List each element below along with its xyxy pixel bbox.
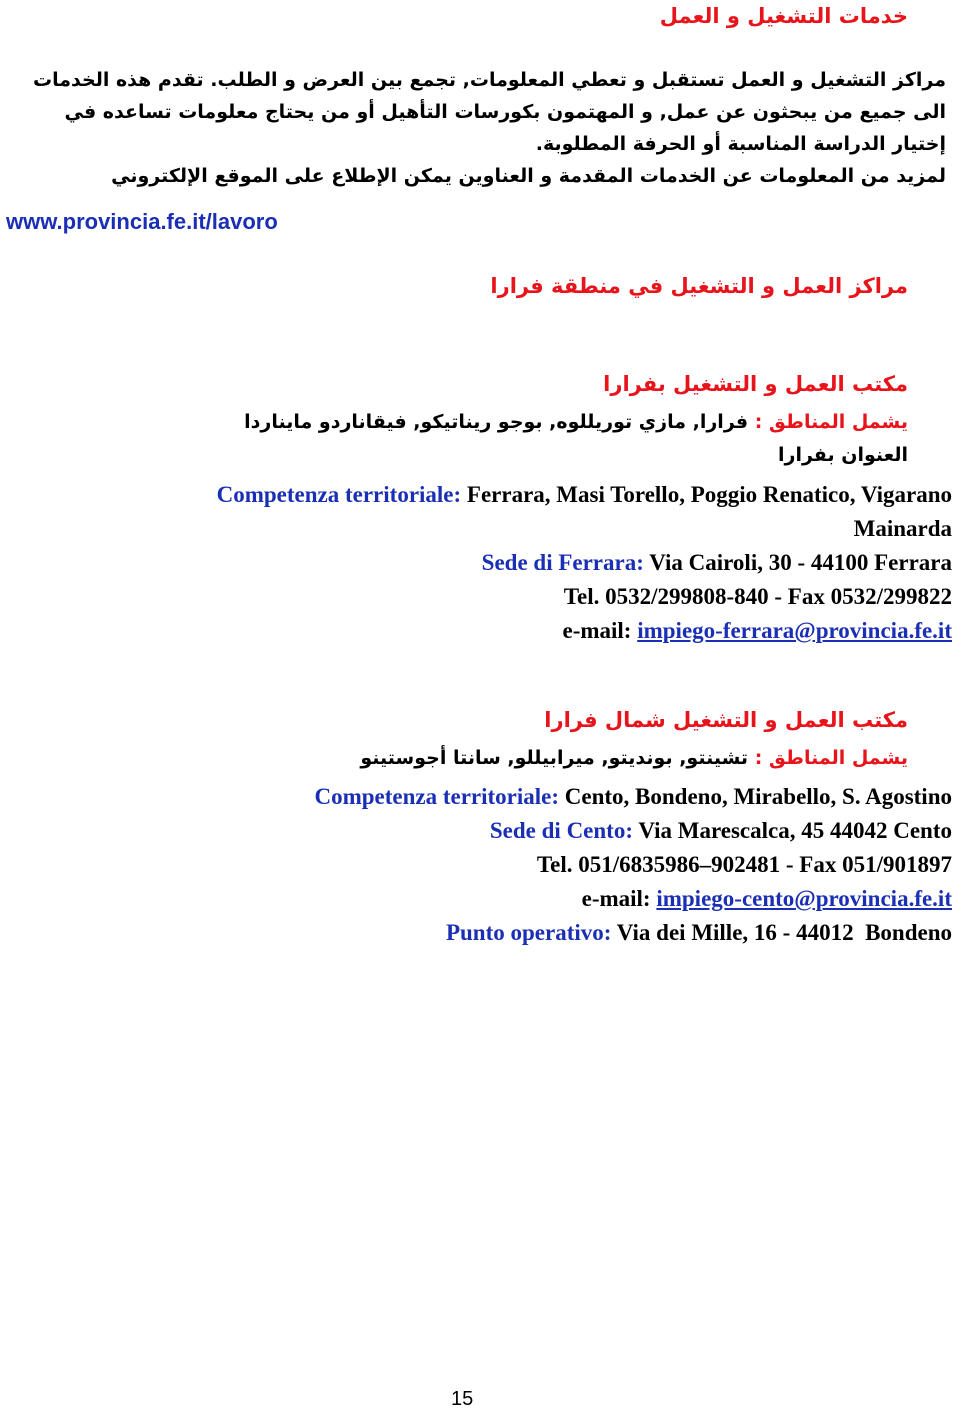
competenza-value-continued: Mainarda (853, 516, 952, 541)
email-label: e-mail: (562, 618, 632, 643)
intro-paragraph (12, 64, 946, 192)
ferrara-areas (8, 406, 952, 472)
cento-areas (8, 742, 952, 775)
intro-line: لمزيد من المعلومات عن الخدمات المقدمة و العناوين يمكن الإطلاع على الموقع الإلكتروني (111, 165, 946, 187)
website-link[interactable]: www.provincia.fe.it/lavoro (6, 209, 278, 234)
email-line (8, 614, 952, 648)
sede-value: Via Marescalca, 45 44042 Cento (638, 818, 952, 843)
areas-label: يشمل المناطق : (754, 411, 908, 433)
email-link[interactable]: impiego-cento@provincia.fe.it (656, 886, 952, 911)
areas-value: فرارا, مازي توريللوه, بوجو ريناتيكو, فيقاناردو مايناردا (244, 411, 749, 433)
competenza-label: Competenza territoriale: (216, 482, 462, 507)
cento-office-heading: مكتب العمل و التشغيل شمال فرارا (544, 708, 908, 732)
ferrara-details (8, 478, 952, 648)
ferrara-office-heading: مكتب العمل و التشغيل بفرارا (603, 372, 908, 396)
email-line (8, 882, 952, 916)
address-label: العنوان بفرارا (778, 444, 908, 466)
intro-line: الى جميع من يبحثون عن عمل, و المهتمون بكورسات التأهيل أو من يحتاج معلومات تساعده في (64, 101, 946, 123)
areas-value: تشينتو, بونديتو, ميرابيللو, سانتا أجوستينو (360, 747, 749, 769)
cento-details (8, 780, 952, 950)
competenza-label: Competenza territoriale: (314, 784, 560, 809)
sede-label: Sede di Cento: (489, 818, 634, 843)
sede-line (8, 814, 952, 848)
tel-line: Tel. 0532/299808-840 - Fax 0532/299822 (563, 584, 952, 609)
sede-value: Via Cairoli, 30 - 44100 Ferrara (649, 550, 952, 575)
areas-line (8, 406, 952, 439)
intro-line: إختيار الدراسة المناسبة أو الحرفة المطلوبة. (535, 133, 946, 155)
sede-label: Sede di Ferrara: (481, 550, 644, 575)
sede-line (8, 546, 952, 580)
punto-label: Punto operativo: (445, 920, 612, 945)
competenza-line (8, 478, 952, 512)
areas-line (8, 742, 952, 775)
intro-line: مراكز التشغيل و العمل تستقبل و تعطي المعلومات, تجمع بين العرض و الطلب. تقدم هذه الخدمات (33, 69, 946, 91)
tel-line: Tel. 051/6835986–902481 - Fax 051/901897 (536, 852, 952, 877)
punto-line (8, 916, 952, 950)
areas-label: يشمل المناطق : (754, 747, 908, 769)
punto-value: Via dei Mille, 16 - 44012 Bondeno (616, 920, 952, 945)
page-number: 15 (451, 1388, 474, 1410)
competenza-value: Ferrara, Masi Torello, Poggio Renatico, Vigarano (466, 482, 952, 507)
area-heading: مراكز العمل و التشغيل في منطقة فرارا (490, 274, 908, 298)
competenza-value: Cento, Bondeno, Mirabello, S. Agostino (564, 784, 952, 809)
email-link[interactable]: impiego-ferrara@provincia.fe.it (637, 618, 952, 643)
competenza-line (8, 780, 952, 814)
email-label: e-mail: (581, 886, 651, 911)
page-title: خدمات التشغيل و العمل (659, 4, 908, 28)
